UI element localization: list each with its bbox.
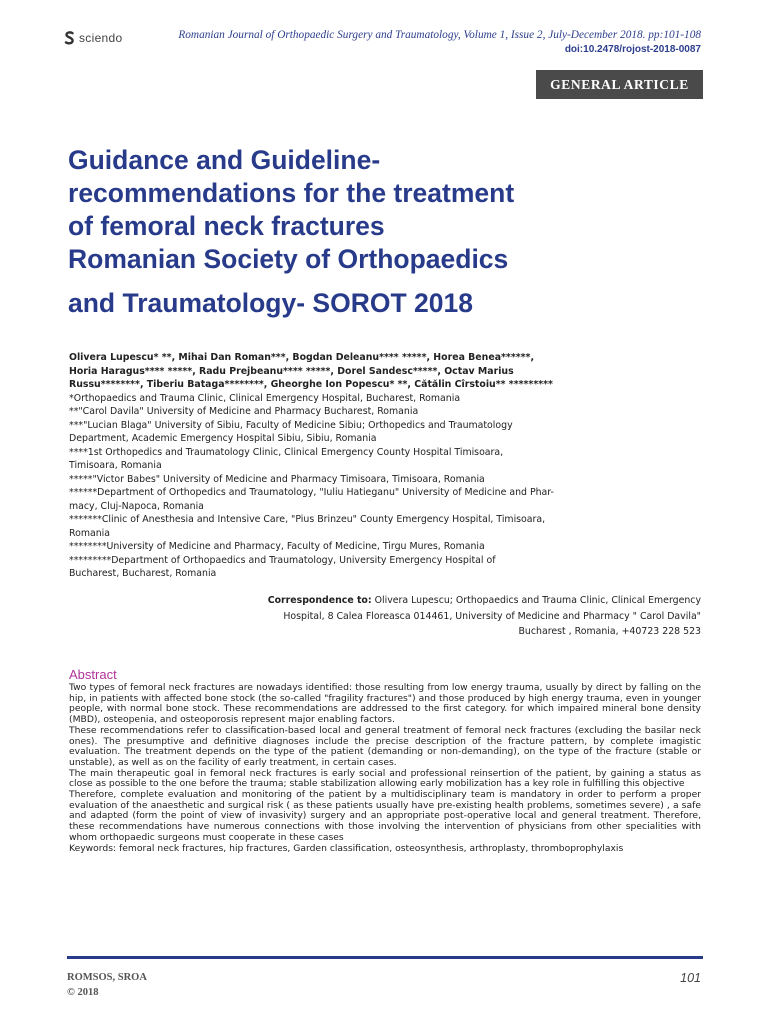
page-number: 101 (680, 971, 701, 985)
correspondence-text: Olivera Lupescu; Orthopaedics and Trauma Clinic, Clinical Emergency (371, 595, 701, 606)
article-title (68, 144, 708, 320)
affiliation-line: ******Department of Orthopedics and Traumatology, "Iuliu Hatieganu" University of Medicine and Phar- (69, 487, 554, 498)
article-type-badge: GENERAL ARTICLE (536, 70, 703, 99)
affiliation-line: Timisoara, Romania (69, 460, 162, 471)
publisher-info (67, 970, 147, 1000)
affiliation-line: *******Clinic of Anesthesia and Intensive Care, "Pius Brinzeu" County Emergency Hospital, Timisoara, (69, 514, 546, 525)
authors-and-affiliations (69, 351, 709, 581)
title-line: and Traumatology- SOROT 2018 (68, 288, 473, 318)
footer-divider (67, 956, 703, 959)
abstract-paragraph: Therefore, complete evaluation and monitoring of the patient by a multidisciplinary team is mandatory in order to perform a proper evaluation of the anaesthetic and surgical risk ( as these patients usually have pre-existing health problems, sometimes severe) , a safe and adapted (form the point of view of invasivity) surgery and an appropriate post-operative local and general treatment. Therefore, these recommendations have numerous connections with those involving the intervention of physicians from other specialities with whom orthopaedic surgeons must cooperate in these cases (69, 789, 701, 843)
journal-citation: Romanian Journal of Orthopaedic Surgery and Traumatology, Volume 1, Issue 2, July-December 2018. pp:101-108 (178, 29, 701, 41)
abstract-heading: Abstract (69, 667, 117, 682)
publisher-name: ROMSOS, SROA (67, 972, 147, 983)
affiliation-line: *Orthopaedics and Trauma Clinic, Clinical Emergency Hospital, Bucharest, Romania (69, 392, 461, 404)
copyright-year: © 2018 (67, 987, 99, 998)
title-line: Guidance and Guideline- (68, 145, 381, 175)
title-line: recommendations for the treatment (68, 178, 515, 208)
doi-link[interactable]: doi:10.2478/rojost-2018-0087 (564, 44, 701, 55)
affiliation-line: ****1st Orthopedics and Traumatology Clinic, Clinical Emergency County Hospital Timisoara, (69, 446, 504, 458)
abstract-paragraph: These recommendations refer to classification-based local and general treatment of femoral neck fractures (excluding the basilar neck ones). The presumptive and definitive diagnoses include the precise description of the fracture pattern, by complete imagistic evaluation. The treatment depends on the type of the patient (demanding or non-demanding), on the type of the fracture (stable or unstable), as well as on the facility of early treatment, in certain cases. (69, 724, 701, 768)
sciendo-logo-icon (64, 31, 75, 45)
abstract-paragraph: Two types of femoral neck fractures are nowadays identified: those resulting from low energy trauma, usually by direct by falling on the hip, in patients with affected bone stock (the so-called "fragility fractures") and those produced by high energy trauma, even in younger people, with normal bone stock. These recommendations are addressed to the first category. for which impaired mineral bone density (MBD), osteopenia, and osteoporosis represent major enabling factors. (69, 682, 701, 726)
keywords: Keywords: femoral neck fractures, hip fractures, Garden classification, osteosynthesis, arthroplasty, thromboprophylaxis (69, 842, 624, 854)
correspondence-text: Bucharest , Romania, +40723 228 523 (518, 626, 701, 637)
correspondence-block (141, 593, 701, 640)
affiliation-line: *****"Victor Babes" University of Medicine and Pharmacy Timisoara, Timisoara, Romania (69, 473, 485, 485)
author-line: Horia Haragus**** *****, Radu Prejbeanu**** *****, Dorel Sandesc*****, Octav Marius (69, 365, 514, 377)
author-line: Olivera Lupescu* **, Mihai Dan Roman***, Bogdan Deleanu**** *****, Horea Benea******, (69, 352, 535, 363)
affiliation-line: macy, Cluj-Napoca, Romania (69, 500, 204, 512)
author-line: Russu********, Tiberiu Bataga********, Gheorghe Ion Popescu* **, Cătălin Cîrstoiu** ********* (69, 379, 553, 390)
affiliation-line: **"Carol Davila" University of Medicine and Pharmacy Bucharest, Romania (69, 406, 419, 417)
logo-text: sciendo (79, 31, 123, 45)
sciendo-logo (64, 31, 122, 45)
abstract-paragraph: The main therapeutic goal in femoral neck fractures is early social and professional reinsertion of the patient, by gaining a status as close as possible to the one before the trauma; stable stabilization allowing early mobilization has a key role in fulfilling this objective (69, 767, 701, 790)
affiliation-line: Romania (69, 527, 110, 539)
abstract-body (69, 683, 701, 854)
affiliation-line: Bucharest, Bucharest, Romania (69, 568, 217, 579)
correspondence-label: Correspondence to: (267, 595, 372, 606)
title-line: Romanian Society of Orthopaedics (68, 244, 509, 274)
title-line: of femoral neck fractures (68, 211, 385, 241)
affiliation-line: ********University of Medicine and Pharmacy, Faculty of Medicine, Tirgu Mures, Romania (69, 541, 485, 552)
correspondence-text: Hospital, 8 Calea Floreasca 014461, University of Medicine and Pharmacy " Carol Davila" (283, 610, 701, 622)
affiliation-line: Department, Academic Emergency Hospital Sibiu, Sibiu, Romania (69, 433, 377, 444)
affiliation-line: ***"Lucian Blaga" University of Sibiu, Faculty of Medicine Sibiu; Orthopedics and Traumatology (69, 419, 513, 431)
affiliation-line: *********Department of Orthopaedics and Traumatology, University Emergency Hospital of (69, 554, 496, 566)
